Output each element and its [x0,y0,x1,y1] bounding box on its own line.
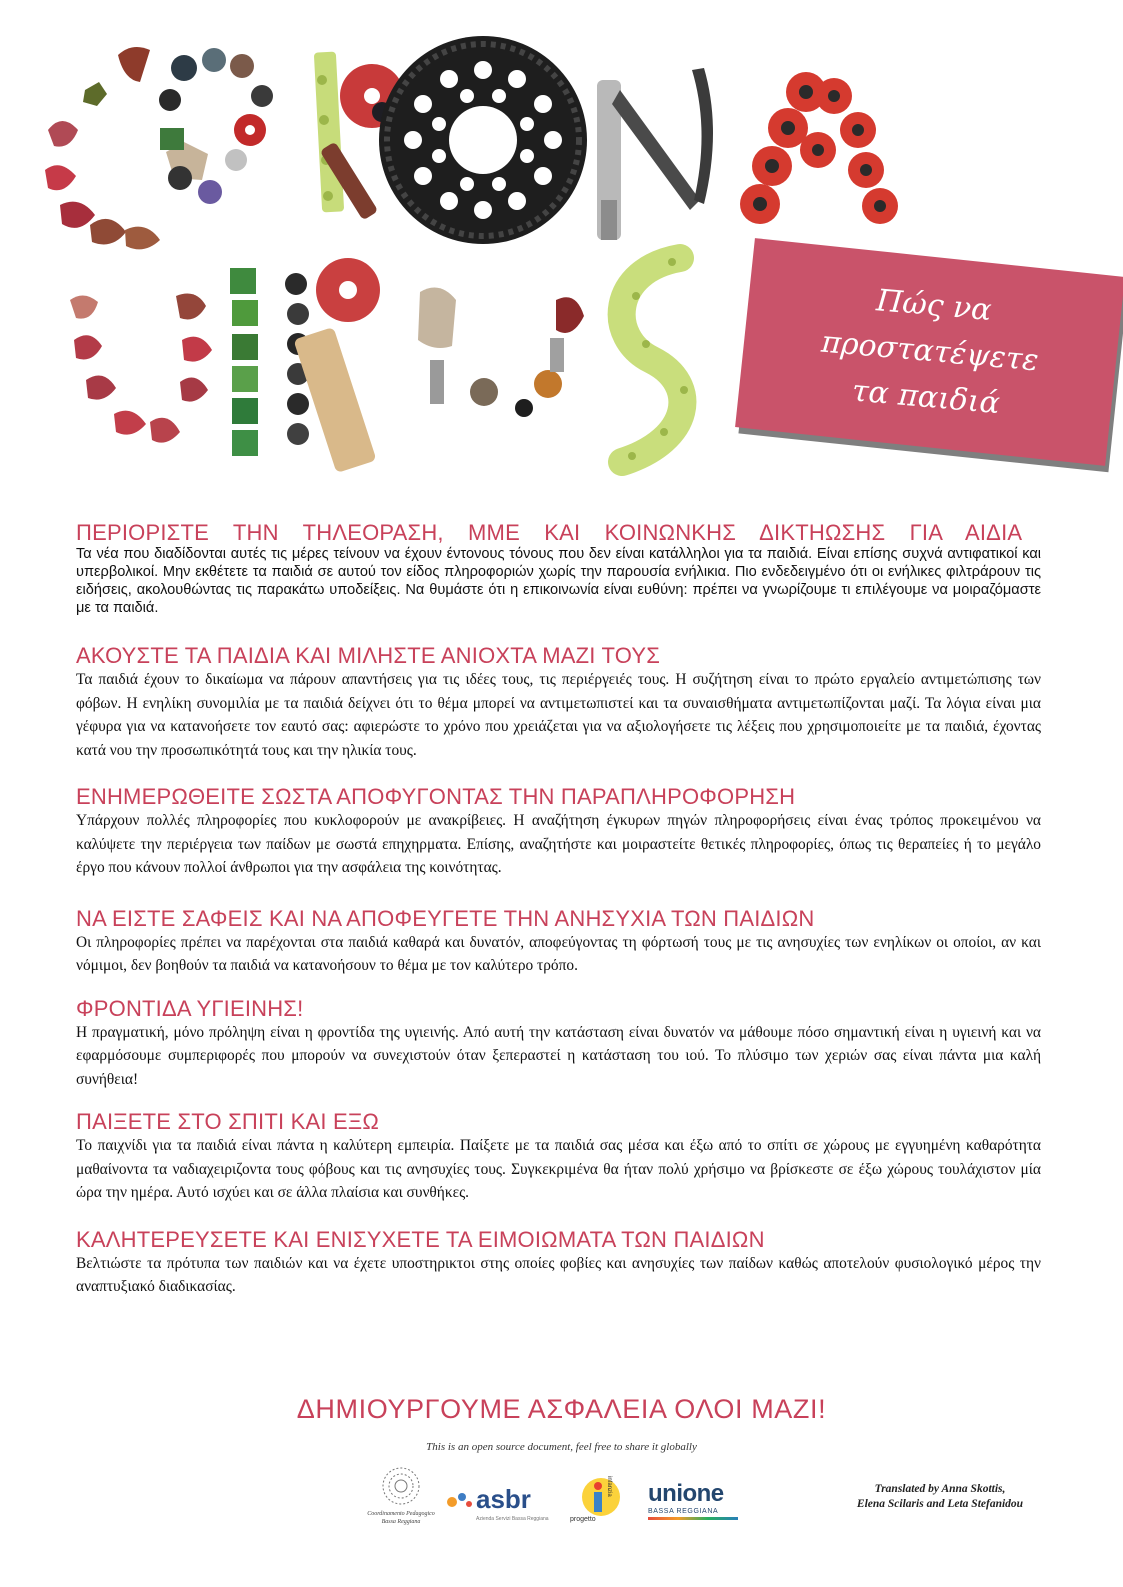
section-hygiene [76,996,1041,1092]
subtitle-line-1: Πώς να [874,283,994,329]
section-body: Οι πληροφορίες πρέπει να παρέχονται στα παιδιά καθαρά και δυνατόν, αποφεύγοντας τη φόρτωσή τους με τις ανησυχίες των ενηλίκων οι οποίοι, αν και νόμιμοι, δεν βοηθούν τα παιδιά να κατανοήσουν το θέμα με τον καλύτερο τρόπο. [76,933,1041,974]
letter-s-ribbon [622,258,688,462]
logo-progetto-infanzia [570,1472,630,1532]
letter-v-objects [70,294,212,443]
letter-o1-objects [159,48,273,204]
spiral-icon [381,1466,421,1506]
section-play [76,1109,1041,1205]
section-body: Βελτιώστε τα πρότυπα των παιδιών και να έχετε υποστηρικτοι στης οποίες φοβίες και ανησυχίες των παίδων καθώς αποτελούν φυσιολογικό μέρος την αναπτυξιακό διαδικασίας. [76,1254,1041,1295]
section-body: Υπάρχουν πολλές πληροφορίες που κυκλοφορούν με ανακρίβειες. Η αναζήτηση έγκυρων πηγών πληροφορήσεις είναι ένας τρόπος προκειμένου να καλύψετε την περιέργεια των παίδων με σωστά επηχηρματα. Επίσης, αναζητήστε και μοιραστείτε θετικές πληροφορίες, όπως τις θεραπείες ή το μεγάλο έργο που κάνουν πολλοί άνθρωποι για την ασφάλεια της κοινότητας. [76,812,1041,876]
logo-unione [648,1480,758,1520]
letter-a-objects [740,72,898,224]
section-body: Η πραγματική, μόνο πρόληψη είναι η φροντίδα της υγιεινής. Από αυτή την κατάσταση είναι δυνατόν να μάθουμε πόσο σημαντική είναι η υγιεινή και να εφαρμόσουμε συμπεριφορές που μπορούν να συνεχιστούν όταν ξεπεραστεί η κατάσταση του ιού. Το πλύσιμο των χεριών σας είναι πάντα μια καλή συνήθεια! [76,1023,1041,1088]
section-heading: ΑΚΟΥΣΤΕ ΤΑ ΠΑΙΔΙΑ ΚΑΙ ΜΙΛΗΣΤΕ ΑΝΙΟΧΤΑ ΜΑΖΙ ΤΟΥΣ [76,643,661,668]
letter-n-objects [597,68,713,240]
logo-unione-stripe [648,1517,738,1520]
logo-unione-sub: BASSA REGGIANA [648,1508,719,1515]
logo-infanzia-text: infanzia [606,1476,612,1497]
section-heading: ΚΑΛΗΤΕΡΕΥΣΕΤΕ ΚΑΙ ΕΝΙΣΥΧΕΤΕ ΤΑ ΕΙΜΟΙΩΜΑΤΑ ΤΩΝ ΠΑΙΔΙΩΝ [76,1226,765,1252]
partner-logos [360,1466,760,1544]
section-body: Τα νέα που διαδίδονται αυτές τις μέρες τείνουν να έχουν έντονους τόνους που δεν είναι κατάλληλοι για τα παιδιά. Είναι επίσης συχνά αντιφατικοί και υπερβολικοί. Μην εκθέτετε τα παιδιά σε αυτού τον είδος πληροφοριών χωρίς την παρουσία ενήλικια. Πιο ενδεδειγμένο ότι οι ενήλικες φιλτράρουν τις ειδήσεις, ακολουθώντας τις παρακάτω υποδείξεις. Να θυμάστε ότι η επικοινωνία είναι ευθύνη: πρέπει να γνωρίζουμε τι επιλέγουμε να μοιραζόμαστε με τα παιδιά. [76,546,1041,616]
advice-sections [76,520,1041,1317]
open-source-note: This is an open source document, feel free to share it globally [426,1441,697,1453]
infanzia-icon [576,1472,626,1522]
credit-line-2: Elena Scilaris and Leta Stefanidou [856,1498,1024,1510]
motto: ΔΗΜΙΟΥΡΓΟΥΜΕ ΑΣΦΑΛΕΙΑ ΟΛΟΙ ΜΑΖΙ! [296,1394,827,1424]
logo-unione-text: unione [648,1480,724,1507]
letter-o2-gear [379,36,587,244]
subtitle-banner [735,238,1123,466]
subtitle-text [816,274,1045,430]
letter-i-objects [230,268,309,456]
section-heading: ΦΡΟΝΤΙΔΑ ΥΓΙΕΙΝΗΣ! [76,995,304,1021]
logo-progetto-text: progetto [570,1516,596,1523]
section-improve-feelings [76,1227,1041,1299]
subtitle-line-3: τα παιδιά [850,373,1002,422]
section-listen-children [76,643,1041,762]
logo-coord-line-2: Bassa Reggiana [381,1519,421,1525]
letter-u-objects [418,288,584,418]
credit-line-1: Translated by Anna Skottis, [874,1483,1006,1495]
section-limit-media [76,520,1041,617]
section-stay-informed [76,784,1041,880]
logo-asbr-text: asbr [476,1484,531,1514]
subtitle-line-2: προστατέψετε [820,324,1041,379]
logo-coord-line-1: Coordinamento Pedagogico [367,1511,435,1517]
logo-asbr-sub: Azienda Servizi Bassa Reggiana [476,1516,549,1522]
section-heading: ΝΑ ΕΙΣΤΕ ΣΑΦΕΙΣ ΚΑΙ ΝΑ ΑΠΟΦΕΥΓΕΤΕ ΤΗΝ ΑΝΗΣΥΧΙΑ ΤΩΝ ΠΑΙΔΙΩΝ [76,905,815,931]
logo-coordinamento [366,1466,436,1526]
section-heading: ΠΕΡΙΟΡΙΣΤΕ ΤΗΝ ΤΗΛΕΟΡΑΣΗ, ΜΜΕ ΚΑΙ ΚΟΙΝΩΝΚΗΣ ΔΙΚΤΗΩΣΗΣ ΓΙΑ ΑΙΔΙΑ [76,520,1023,545]
section-be-clear [76,906,1041,978]
section-body: Τα παιδιά έχουν το δικαίωμα να πάρουν απαντήσεις για τις ιδέες τους, τις περιέργειές τους. Η συζήτηση είναι το πρώτο εργαλείο αντιμετώπισης των φόβων. Η ενηλίκη συνομιλία με τα παιδιά δείχνει ότι το θέμα μπορεί να αντιμετωπιστεί και τα συναισθήματα αντιμετωπίζονται μαζί. Τα λόγια είναι μια γέφυρα για να κατανοήσετε τον εαυτό σας: αφιερώστε το χρόνο που χρειάζεται για να αξιολογήσετε τις λέξεις που χρησιμοποιείτε με τα παιδιά, έχοντας κατά νου την προσωπικότητά τους και την ηλικία τους. [76,671,1041,759]
section-heading: ΕΝΗΜΕΡΩΘΕΙΤΕ ΣΩΣΤΑ ΑΠΟΦΥΓΟΝΤΑΣ ΤΗΝ ΠΑΡΑΠΛΗΡΟΦΟΡΗΣΗ [76,784,796,809]
dots-icon [446,1488,474,1512]
translation-credit [790,1482,1090,1512]
section-heading: ΠΑΙΞΕΤΕ ΣΤΟ ΣΠΙΤΙ ΚΑΙ ΕΞΩ [76,1109,379,1134]
section-body: Το παιχνίδι για τα παιδιά είναι πάντα η καλύτερη εμπειρία. Παίξετε με τα παιδιά σας μέσα και έξω από το σπίτι σε χώρους με εγγυημένη καθαρότητα μαθαίνοντα τα ναδιαχειριζοντα τους φόβους και τις ανησυχίες τους. Συγκεκριμένα θα ήταν πολύ χρήσιμο να βρίσκεστε σε έξω χώρους τουλάχιστον μία ώρα την ημέρα. Αυτό ισχύει και σε άλλα πλαίσια και συνθήκες. [76,1137,1041,1201]
